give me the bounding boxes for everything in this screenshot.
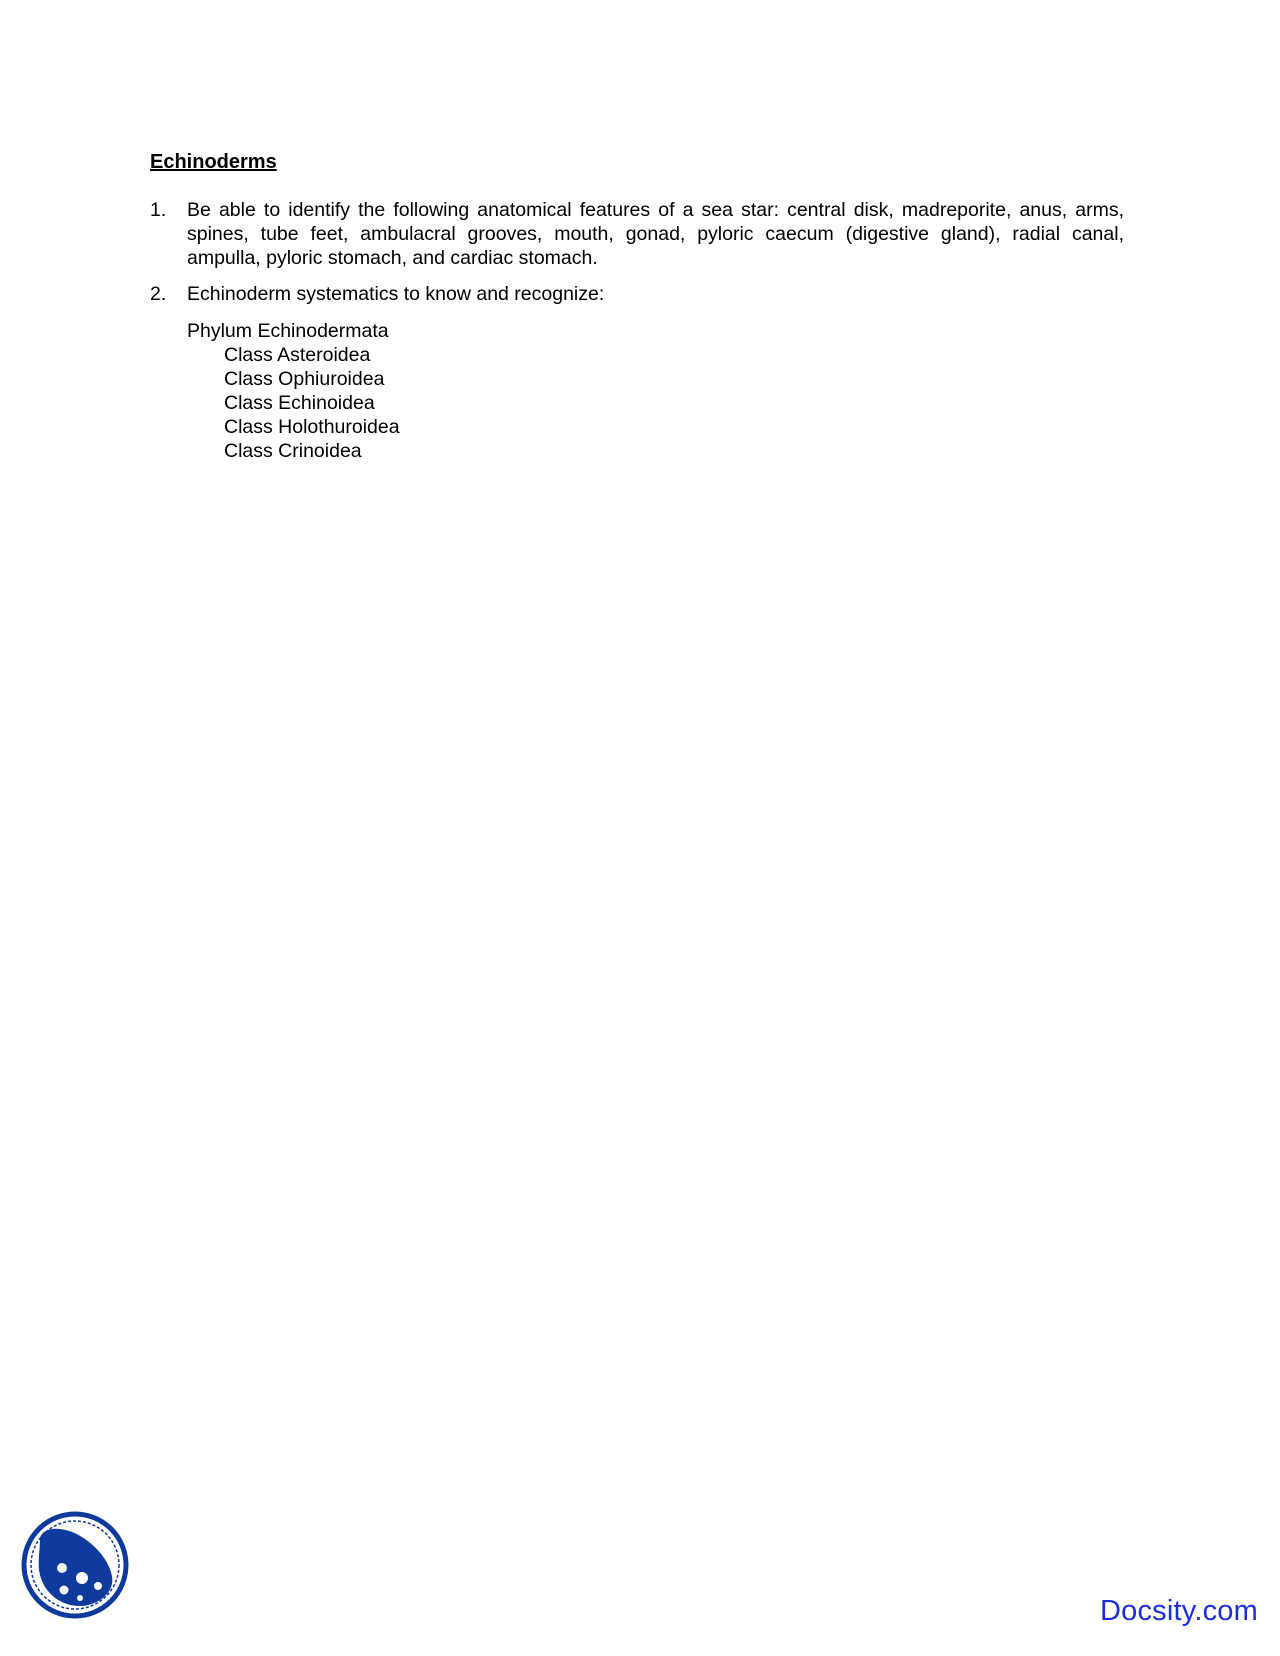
list-item-number: 1.: [150, 199, 167, 221]
phylum-label: Phylum Echinodermata: [187, 320, 389, 342]
docsity-link[interactable]: Docsity.com: [1100, 1595, 1258, 1627]
list-item-text: Be able to identify the following anatomical features of a sea star: central disk, madreporite, anus, arms, spines, tube feet, ambulacral grooves, mouth, gonad, pyloric caecum (digestive gland), radial canal, ampulla, pyloric stomach, and cardiac stomach.: [187, 199, 1124, 269]
class-item: Class Holothuroidea: [224, 416, 400, 438]
docsity-logo-icon: [20, 1510, 130, 1620]
list-item: [150, 198, 1124, 270]
list-item: [150, 282, 1124, 306]
list-item-number: 2.: [150, 283, 167, 305]
class-item: Class Ophiuroidea: [224, 368, 385, 390]
class-item: Class Crinoidea: [224, 440, 362, 462]
class-item: Class Echinoidea: [224, 392, 375, 414]
class-list: [187, 343, 400, 463]
class-item: Class Asteroidea: [224, 344, 371, 366]
list-item-text: Echinoderm systematics to know and recognize:: [187, 283, 605, 305]
page-title: Echinoderms: [150, 151, 277, 173]
taxonomy-block: [187, 319, 400, 463]
